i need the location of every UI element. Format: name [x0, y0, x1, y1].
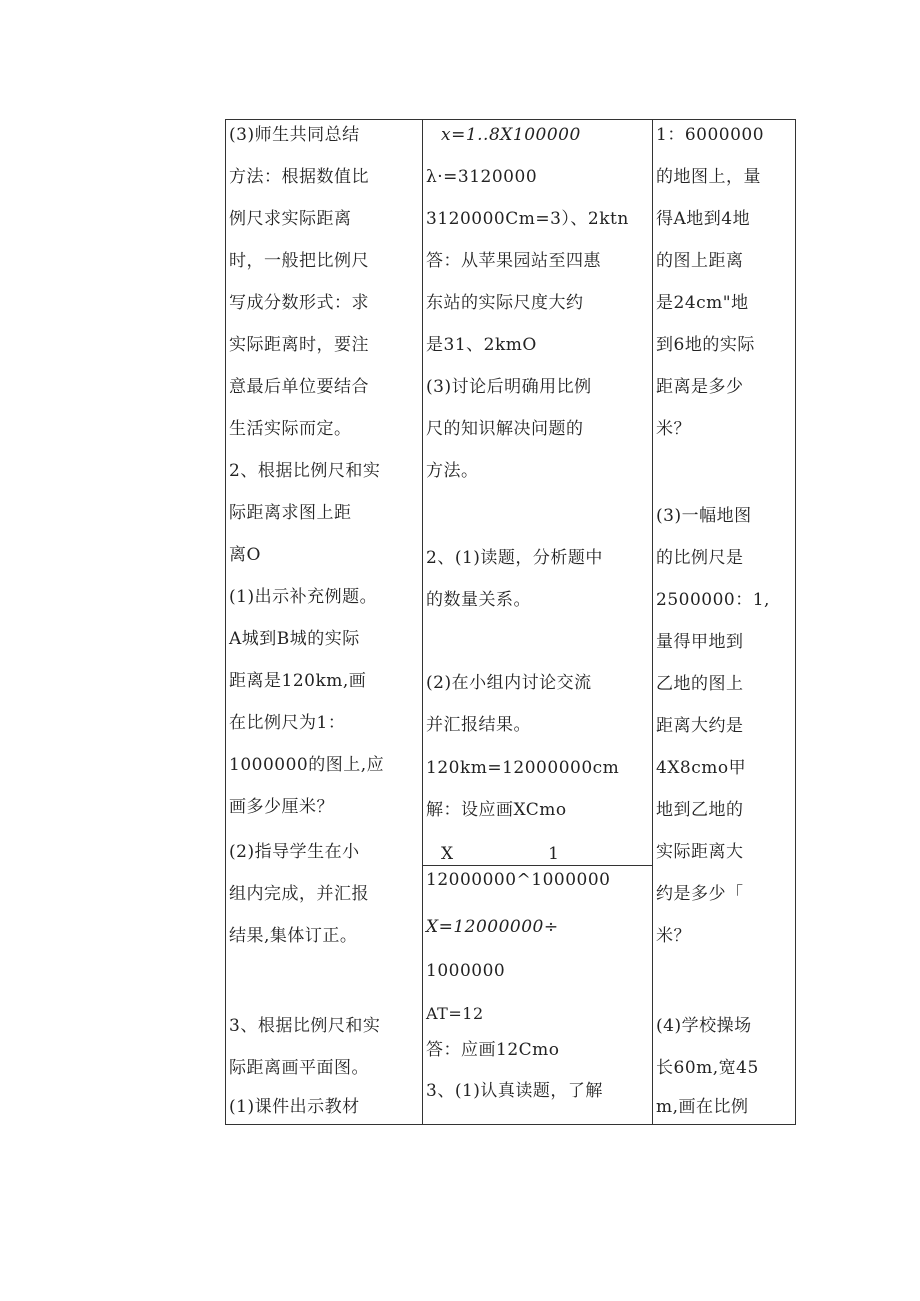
text-line: 在比例尺为1： [229, 713, 346, 733]
text-line: (1)课件出示教材 [229, 1097, 360, 1117]
text-line: (4)学校操场 [656, 1016, 752, 1036]
text-line: 组内完成，并汇报 [229, 884, 369, 904]
text-line: 地到乙地的 [656, 800, 744, 820]
text-line: m,画在比例 [656, 1097, 749, 1117]
text-line: 2500000：1, [656, 590, 770, 610]
text-line: (3)一幅地图 [656, 506, 752, 526]
equation-line: X=12000000÷ [426, 917, 559, 937]
text-line: 东站的实际尺度大约 [426, 293, 584, 313]
text-line: (3)讨论后明确用比例 [426, 377, 592, 397]
text-line: 到6地的实际 [656, 335, 755, 355]
text-line: 得A地到4地 [656, 209, 751, 229]
text-line: 距离大约是 [656, 716, 744, 736]
equation-line: 120km=12000000cm [426, 758, 620, 778]
text-line: (1)出示补充例题。 [229, 587, 378, 607]
text-line: 4X8cmo甲 [656, 758, 747, 778]
text-line: 1：6000000 [656, 125, 765, 145]
text-line: 3、(1)认真读题，了解 [426, 1081, 603, 1101]
text-line: 约是多少「 [656, 884, 744, 904]
text-line: 量得甲地到 [656, 632, 744, 652]
text-line: 方法。 [426, 461, 479, 481]
text-line: 实际距离大 [656, 842, 744, 862]
text-line: 离O [229, 545, 261, 565]
column-exercises [653, 120, 795, 1124]
text-line: 答：应画12Cmo [426, 1040, 560, 1060]
text-line: 是31、2kmO [426, 335, 537, 355]
text-line: 解：设应画XCmo [426, 800, 567, 820]
text-line: 3、根据比例尺和实 [229, 1016, 381, 1036]
cell-divider [423, 865, 652, 866]
text-line: 长60m,宽45 [656, 1058, 759, 1078]
text-line: 际距离求图上距 [229, 503, 352, 523]
fraction-line: X 1 [441, 844, 560, 864]
text-line: 意最后单位要结合 [229, 377, 369, 397]
text-line: 的比例尺是 [656, 548, 744, 568]
text-line: 乙地的图上 [656, 674, 744, 694]
text-line: 距离是多少 [656, 377, 744, 397]
text-line: 的图上距离 [656, 251, 744, 271]
equation-line: 12000000^1000000 [426, 870, 611, 890]
text-line: 方法：根据数值比 [229, 167, 369, 187]
text-line: 结果,集体订正。 [229, 926, 358, 946]
column-teaching-process [226, 120, 423, 1124]
text-line: 时，一般把比例尺 [229, 251, 369, 271]
equation-line: AT=12 [426, 1004, 484, 1023]
text-line: 尺的知识解决问题的 [426, 419, 584, 439]
text-line: 距离是120km,画 [229, 671, 367, 691]
text-line: 生活实际而定。 [229, 419, 352, 439]
text-line: (2)在小组内讨论交流 [426, 673, 592, 693]
equation-line: 1000000 [426, 961, 506, 981]
text-line: 际距离画平面图。 [229, 1058, 369, 1078]
equation-line: 3120000Cm=3）、2ktn [426, 209, 629, 229]
text-line: 2、根据比例尺和实 [229, 461, 381, 481]
text-line: 2、(1)读题，分析题中 [426, 548, 603, 568]
column-student-activity [423, 120, 653, 1124]
text-line: 答：从苹果园站至四惠 [426, 251, 601, 271]
text-line: 并汇报结果。 [426, 715, 531, 735]
text-line: 画多少厘米？ [229, 797, 334, 817]
text-line: 是24cm"地 [656, 293, 749, 313]
equation-line: λ·=3120000 [426, 167, 538, 187]
text-line: 实际距离时，要注 [229, 335, 369, 355]
text-line: 写成分数形式：求 [229, 293, 369, 313]
equation-line: x=1..8X100000 [441, 125, 581, 145]
text-line: 的数量关系。 [426, 590, 531, 610]
text-line: 1000000的图上,应 [229, 755, 385, 775]
text-line: 米？ [656, 419, 691, 439]
text-line: (2)指导学生在小 [229, 842, 360, 862]
text-line: 米？ [656, 926, 691, 946]
text-line: 例尺求实际距离 [229, 209, 352, 229]
text-line: (3)师生共同总结 [229, 125, 360, 145]
text-line: A城到B城的实际 [229, 629, 360, 649]
text-line: 的地图上，量 [656, 167, 761, 187]
lesson-table [225, 119, 796, 1125]
